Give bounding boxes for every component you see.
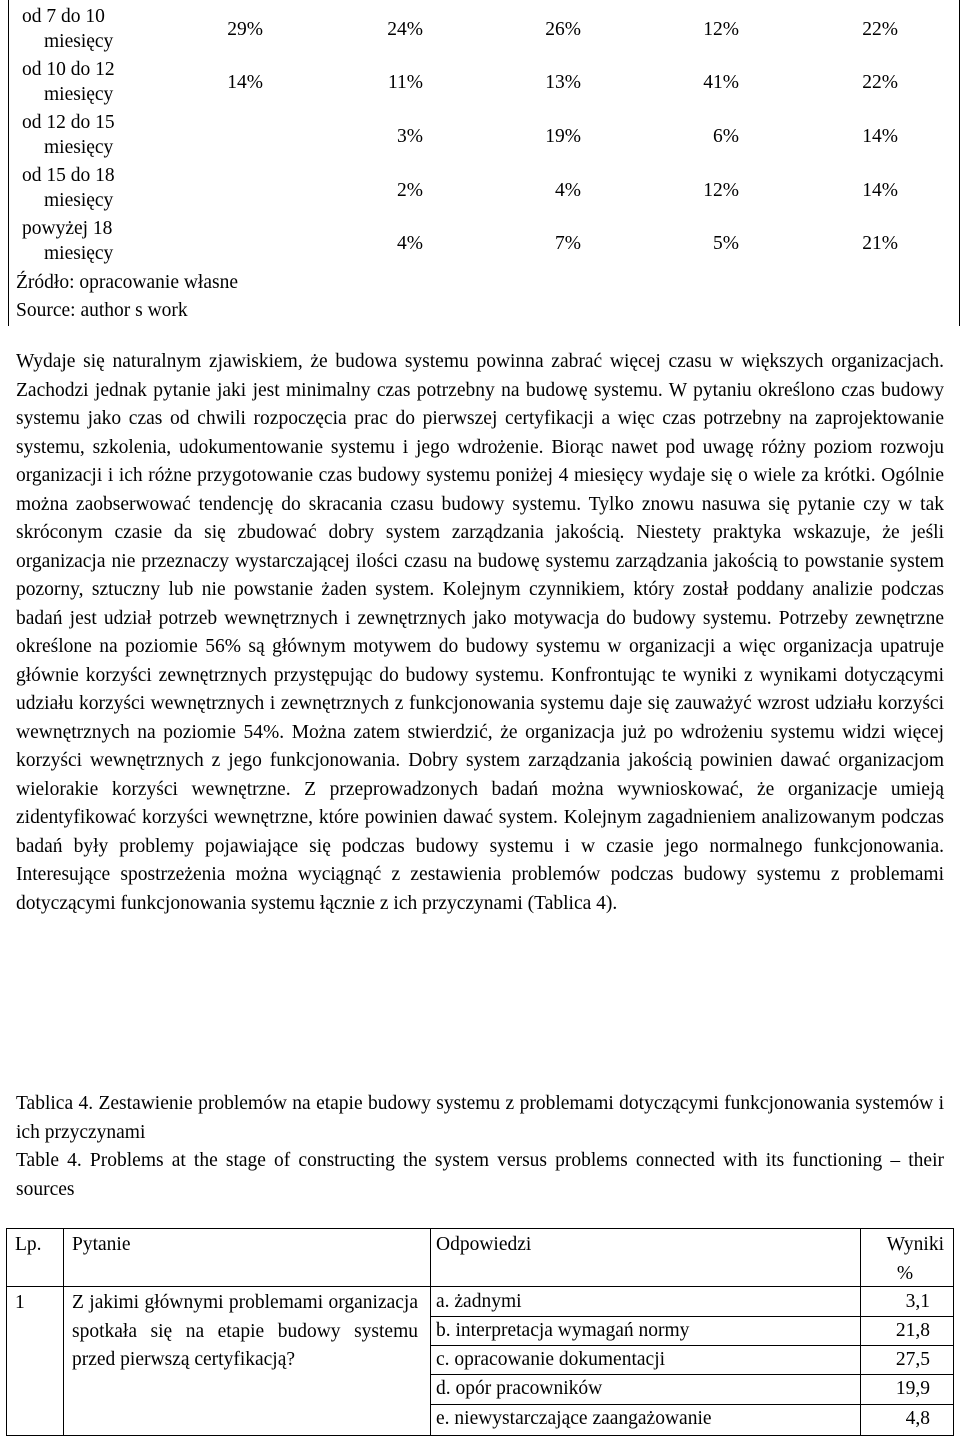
row-label-line: miesięcy xyxy=(44,190,114,211)
cell-value: 12% xyxy=(703,180,739,201)
row-label-line: miesięcy xyxy=(44,137,114,158)
answer-text: e. niewystarczające zaangażowanie xyxy=(436,1408,712,1429)
column-divider xyxy=(430,1228,431,1436)
row-label-line: od 15 do 18 xyxy=(22,165,115,186)
answer-value: 19,9 xyxy=(895,1378,930,1399)
answer-value: 27,5 xyxy=(895,1349,930,1370)
table-border-top xyxy=(6,1228,954,1229)
body-paragraph: Wydaje się naturalnym zjawiskiem, że budowa systemu powinna zabrać więcej czasu w większych organizacjach. Zachodzi jednak pytanie jaki jest minimalny czas potrzebny na budowę systemu. W pytaniu określono czas budowy systemu jako czas od chwili rozpoczęcia prac do pierwszej certyfikacji a więc czas potrzebny na zaprojektowanie systemu, szkolenia, udokumentowanie systemu i jego wdrożenie. Biorąc nawet pod uwagę różny poziom rozwoju organizacji i ich różne przygotowanie czas budowy systemu poniżej 4 miesięcy wydaje się o wiele za krótki. Ogólnie można zaobserwować tendencję do skracania czasu budowy systemu. Tylko znowu nasuwa się pytanie czy w tak skróconym czasie da się zbudować dobry system zarządzania jakością. Niestety praktyka wskazuje, że jeśli organizacja nie przeznaczy wystarczającej ilości czasu na budowę systemu zarządzania jakością to powstanie system pozorny, sztuczny lub nie powstanie żaden system. Kolejnym czynnikiem, który został poddany analizie podczas badań jest udział potrzeb wewnętrznych i zewnętrznych jako motywacja do budowy systemu. Potrzeby zewnętrzne określone na poziomie 56% są głównym motywem do budowy systemu w organizacji a więc organizacja upatruje głównie korzyści zewnętrznych przystępując do budowy systemu. Konfrontując te wyniki z wynikami dotyczącymi udziału korzyści wewnętrznych i zewnętrznych z funkcjonowania systemu daje się zauważyć wzrost udziału korzyści wewnętrznych na poziomie 54%. Można zatem stwierdzić, że organizacja już po wdrożeniu systemu widzi więcej korzyści wewnętrznych z jego funkcjonowania. Dobry system zarządzania jakością powinien dawać organizacjom wielorakie korzyści wewnętrzne. Z przeprowadzonych badań można wywnioskować, że organizacje umieją zidentyfikować korzyści wewnętrzne, które powinien dawać system. Kolejnym zagadnieniem analizowanym podczas badań były problemy pojawiające się podczas budowy systemu i w czasie jego normalnego funkcjonowania. Interesujące spostrzeżenia można wyciągnąć z zestawienia problemów podczas budowy systemu z problemami dotyczącymi funkcjonowania systemu łącznie z ich przyczynami (Tablica 4). xyxy=(16,351,944,914)
cell-value: 12% xyxy=(703,19,739,40)
caption-en: Table 4. Problems at the stage of constructing the system versus problems connected with its functioning – their sources xyxy=(16,1150,944,1200)
cell-value: 22% xyxy=(862,19,898,40)
table-caption xyxy=(16,1090,944,1204)
row-label xyxy=(22,110,172,160)
header-results-line: Wyniki xyxy=(886,1234,944,1255)
row-label-line: powyżej 18 xyxy=(22,218,113,239)
row-label xyxy=(22,216,172,266)
problems-table xyxy=(6,1228,954,1436)
cell-value: 2% xyxy=(397,180,423,201)
row-label-line: miesięcy xyxy=(44,31,114,52)
cell-value: 4% xyxy=(555,180,581,201)
row-lp: 1 xyxy=(15,1292,25,1313)
answer-text: a. żadnymi xyxy=(436,1291,522,1312)
row-label-line: od 12 do 15 xyxy=(22,112,115,133)
caption-pl: Tablica 4. Zestawienie problemów na etapie budowy systemu z problemami dotyczącymi funkcjonowania systemów i ich przyczynami xyxy=(16,1093,944,1143)
row-divider xyxy=(6,1286,954,1287)
answer-value: 4,8 xyxy=(905,1408,930,1429)
cell-value: 14% xyxy=(862,126,898,147)
top-results-table xyxy=(8,0,960,326)
source-note-en: Source: author s work xyxy=(16,300,188,321)
answer-text: d. opór pracowników xyxy=(436,1378,603,1399)
answer-text: b. interpretacja wymagań normy xyxy=(436,1320,690,1341)
row-label-line: miesięcy xyxy=(44,84,114,105)
header-question: Pytanie xyxy=(72,1234,131,1255)
cell-value: 13% xyxy=(545,72,581,93)
cell-value: 14% xyxy=(862,180,898,201)
header-results-line: % xyxy=(896,1262,914,1284)
cell-value: 22% xyxy=(862,72,898,93)
header-results xyxy=(866,1231,944,1288)
cell-value: 41% xyxy=(703,72,739,93)
table-border-left xyxy=(6,1228,7,1436)
header-answers: Odpowiedzi xyxy=(436,1234,532,1255)
table-border-left xyxy=(8,0,9,326)
answer-value: 3,1 xyxy=(905,1291,930,1312)
header-lp: Lp. xyxy=(15,1234,42,1255)
source-note-pl: Źródło: opracowanie własne xyxy=(16,272,239,293)
cell-value: 24% xyxy=(387,19,423,40)
cell-value: 4% xyxy=(397,233,423,254)
row-label-line: od 7 do 10 xyxy=(22,6,105,27)
cell-value: 14% xyxy=(227,72,263,93)
row-label xyxy=(22,163,172,213)
cell-value: 26% xyxy=(545,19,581,40)
cell-value: 7% xyxy=(555,233,581,254)
cell-value: 19% xyxy=(545,126,581,147)
cell-value: 29% xyxy=(227,19,263,40)
row-label-line: od 10 do 12 xyxy=(22,59,115,80)
cell-value: 6% xyxy=(713,126,739,147)
cell-value: 5% xyxy=(713,233,739,254)
column-divider xyxy=(63,1228,64,1436)
row-question: Z jakimi głównymi problemami organizacja spotkała się na etapie budowy systemu przed pierwszą certyfikacją? xyxy=(72,1292,418,1370)
cell-value: 11% xyxy=(387,72,423,93)
column-divider xyxy=(860,1228,861,1436)
answer-text: c. opracowanie dokumentacji xyxy=(436,1349,666,1370)
row-label-line: miesięcy xyxy=(44,243,114,264)
cell-value: 21% xyxy=(862,233,898,254)
answer-value: 21,8 xyxy=(895,1320,930,1341)
table-border-right xyxy=(953,1228,954,1436)
cell-value: 3% xyxy=(397,126,423,147)
